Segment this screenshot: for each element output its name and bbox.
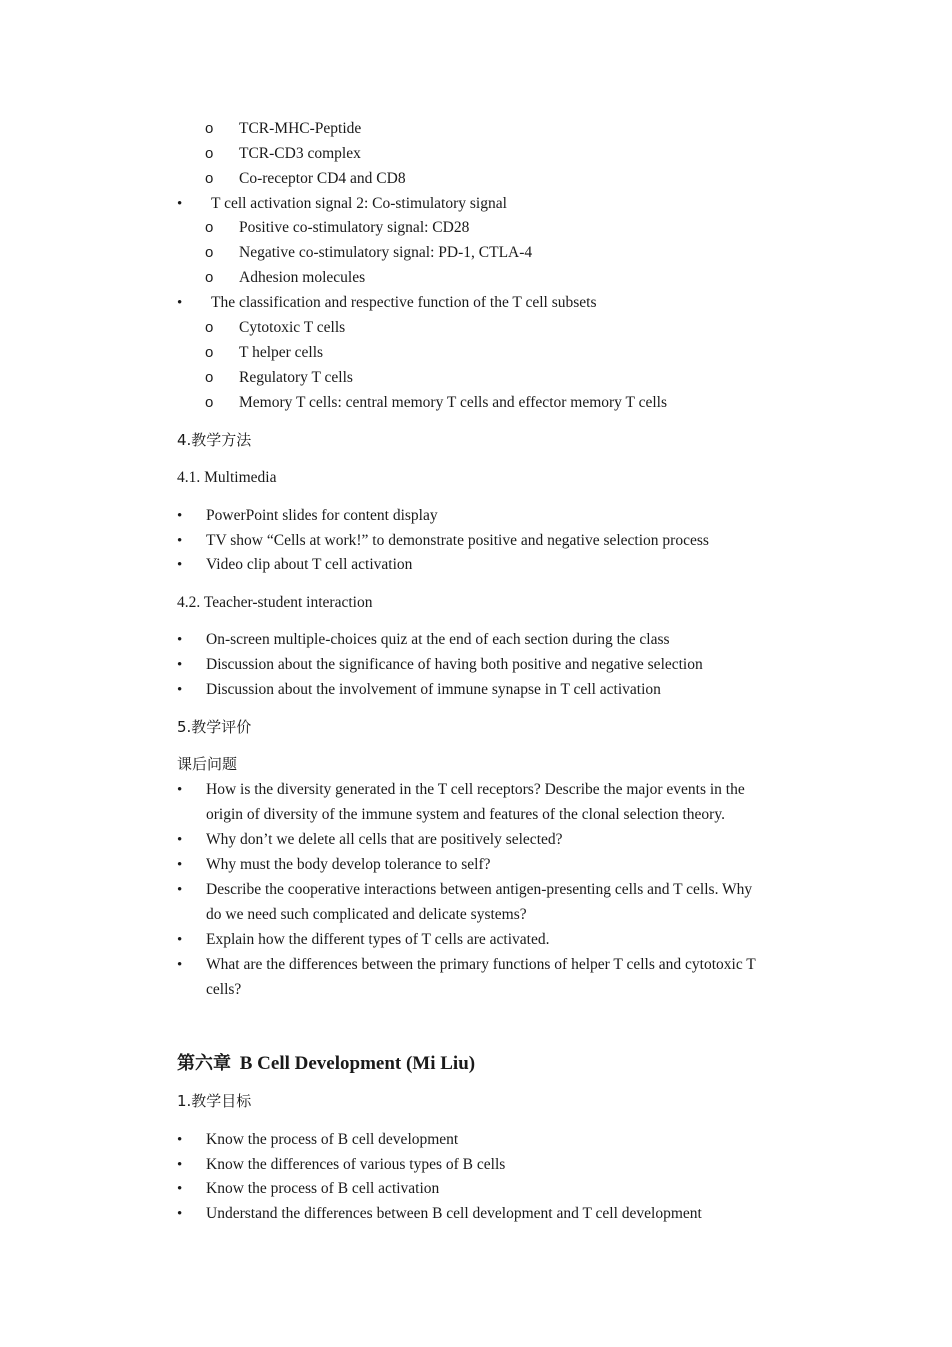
subsection-heading: 4.2. Teacher-student interaction xyxy=(177,594,373,611)
sub-bullet: o xyxy=(205,344,214,361)
bullet: • xyxy=(177,632,183,648)
bullet: • xyxy=(177,782,183,798)
section-heading: 4.教学方法 xyxy=(177,431,252,449)
question-line: Why don’t we delete all cells that are positively selected? xyxy=(206,831,563,848)
question-line: do we need such complicated and delicate systems? xyxy=(206,906,527,923)
bullet: • xyxy=(177,196,183,212)
bullet: • xyxy=(177,1132,183,1148)
sub-bullet: o xyxy=(205,120,214,137)
questions-heading: 课后问题 xyxy=(177,755,238,773)
bullet: • xyxy=(177,1157,183,1173)
subsection-heading: 4.1. Multimedia xyxy=(177,469,277,486)
chapter-title-en: B Cell Development (Mi Liu) xyxy=(239,1053,476,1074)
chapter-title xyxy=(177,1052,475,1076)
list-item: Co-receptor CD4 and CD8 xyxy=(239,170,406,187)
sub-bullet: o xyxy=(205,244,214,261)
sub-bullet: o xyxy=(205,369,214,386)
list-item: T helper cells xyxy=(239,344,324,361)
list-item: TV show “Cells at work!” to demonstrate positive and negative selection process xyxy=(206,532,709,549)
question-line: Explain how the different types of T cells are activated. xyxy=(206,931,550,948)
list-item: Know the differences of various types of B cells xyxy=(206,1156,506,1173)
sub-bullet: o xyxy=(205,319,214,336)
sub-bullet: o xyxy=(205,219,214,236)
list-item: Memory T cells: central memory T cells and effector memory T cells xyxy=(239,394,667,411)
list-item: TCR-CD3 complex xyxy=(239,145,361,162)
bullet: • xyxy=(177,682,183,698)
list-item: Understand the differences between B cell development and T cell development xyxy=(206,1205,702,1222)
bullet: • xyxy=(177,857,183,873)
bullet: • xyxy=(177,832,183,848)
chapter-title-cjk: 第六章 xyxy=(177,1053,231,1074)
list-item: Video clip about T cell activation xyxy=(206,556,413,573)
bullet: • xyxy=(177,657,183,673)
bullet: • xyxy=(177,508,183,524)
sub-bullet: o xyxy=(205,170,214,187)
list-item: Know the process of B cell development xyxy=(206,1131,459,1148)
bullet: • xyxy=(177,557,183,573)
list-item: Regulatory T cells xyxy=(239,369,353,386)
sub-bullet: o xyxy=(205,269,214,286)
list-item: The classification and respective function of the T cell subsets xyxy=(211,294,597,311)
question-line: What are the differences between the primary functions of helper T cells and cytotoxic T xyxy=(206,956,756,973)
bullet: • xyxy=(177,533,183,549)
list-item: On-screen multiple-choices quiz at the end of each section during the class xyxy=(206,631,670,648)
question-line: Why must the body develop tolerance to self? xyxy=(206,856,491,873)
section-heading: 1.教学目标 xyxy=(177,1092,252,1110)
bullet: • xyxy=(177,957,183,973)
question-line: origin of diversity of the immune system and features of the clonal selection theory. xyxy=(206,806,725,823)
list-item: Discussion about the involvement of immune synapse in T cell activation xyxy=(206,681,661,698)
list-item: Positive co-stimulatory signal: CD28 xyxy=(239,219,470,236)
list-item: Cytotoxic T cells xyxy=(239,319,346,336)
list-item: Negative co-stimulatory signal: PD-1, CTLA-4 xyxy=(239,244,533,261)
list-item: Know the process of B cell activation xyxy=(206,1180,440,1197)
question-line: Describe the cooperative interactions between antigen-presenting cells and T cells. Why xyxy=(206,881,753,898)
list-item: TCR-MHC-Peptide xyxy=(239,120,362,137)
bullet: • xyxy=(177,932,183,948)
bullet: • xyxy=(177,295,183,311)
list-item: T cell activation signal 2: Co-stimulatory signal xyxy=(211,195,507,212)
question-line: How is the diversity generated in the T cell receptors? Describe the major events in the xyxy=(206,781,745,798)
list-item: PowerPoint slides for content display xyxy=(206,507,438,524)
bullet: • xyxy=(177,1181,183,1197)
list-item: Adhesion molecules xyxy=(239,269,366,286)
sub-bullet: o xyxy=(205,145,214,162)
bullet: • xyxy=(177,882,183,898)
question-line: cells? xyxy=(206,981,242,998)
bullet: • xyxy=(177,1206,183,1222)
list-item: Discussion about the significance of having both positive and negative selection xyxy=(206,656,703,673)
sub-bullet: o xyxy=(205,394,214,411)
section-heading: 5.教学评价 xyxy=(177,718,252,736)
